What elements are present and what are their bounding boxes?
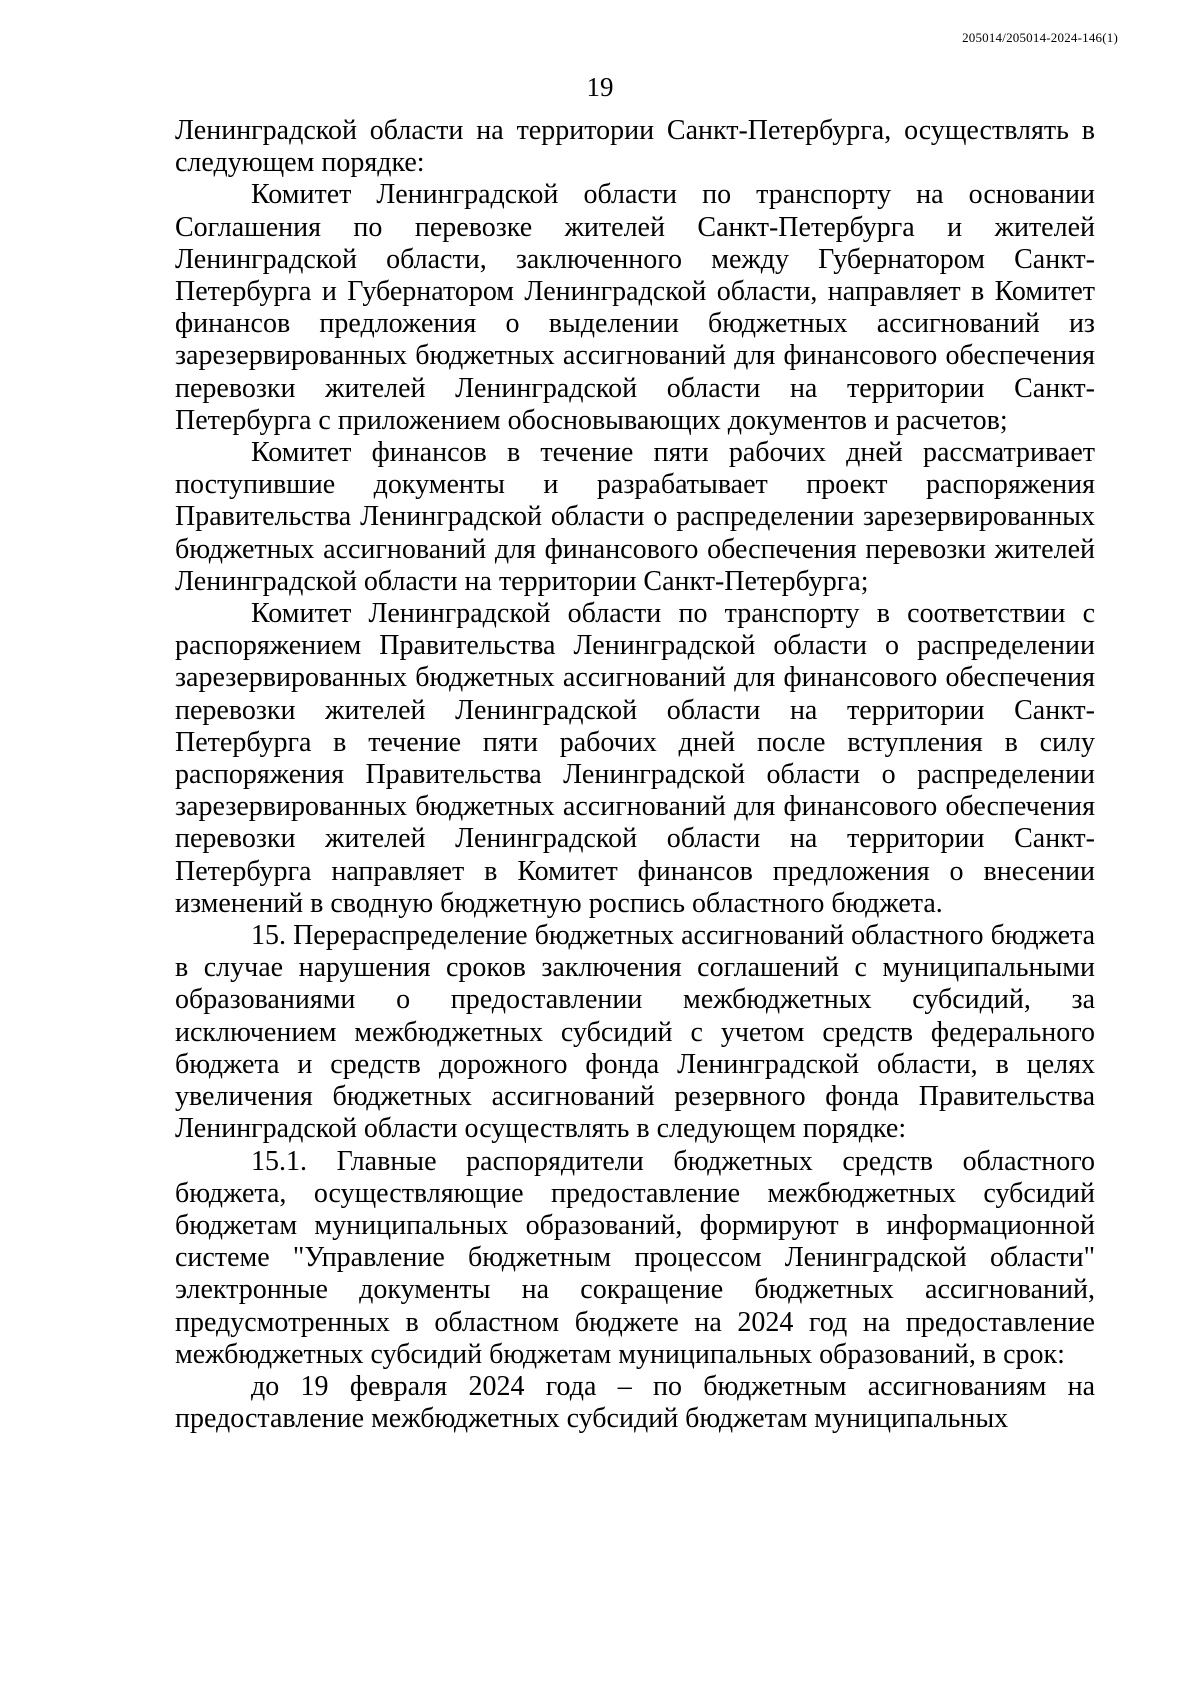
document-id: 205014/205014-2024-146(1) xyxy=(962,30,1118,45)
paragraph-transport-committee-proposal: Комитет Ленинградской области по транспорту на основании Соглашения по перевозке жителей Санкт-Петербурга и жителей Ленинградской области, заключенного между Губернатором Санкт-Петербурга и Губернатором Ленинградской области, направляет в Комитет финансов предложения о выделении бюджетных ассигнований из зарезервированных бюджетных ассигнований для финансового обеспечения перевозки жителей Ленинградской области на территории Санкт-Петербурга с приложением обосновывающих документов и расчетов; xyxy=(175,179,1095,436)
page-number: 19 xyxy=(586,72,614,102)
paragraph-finance-committee-review: Комитет финансов в течение пяти рабочих дней рассматривает поступившие документы и разрабатывает проект распоряжения Правительства Ленинградской области о распределении зарезервированных бюджетных ассигнований для финансового обеспечения перевозки жителей Ленинградской области на территории Санкт-Петербурга; xyxy=(175,437,1095,597)
paragraph-transport-committee-changes: Комитет Ленинградской области по транспорту в соответствии с распоряжением Правительства Ленинградской области о распределении зарезервированных бюджетных ассигнований для финансового обеспечения перевозки жителей Ленинградской области на территории Санкт-Петербурга в течение пяти рабочих дней после вступления в силу распоряжения Правительства Ленинградской области о распределении зарезервированных бюджетных ассигнований для финансового обеспечения перевозки жителей Ленинградской области на территории Санкт-Петербурга направляет в Комитет финансов предложения о внесении изменений в сводную бюджетную роспись областного бюджета. xyxy=(175,598,1095,919)
paragraph-section-15: 15. Перераспределение бюджетных ассигнований областного бюджета в случае нарушения сроков заключения соглашений с муниципальными образованиями о предоставлении межбюджетных субсидий, за исключением межбюджетных субсидий с учетом средств федерального бюджета и средств дорожного фонда Ленинградской области, в целях увеличения бюджетных ассигнований резервного фонда Правительства Ленинградской области осуществлять в следующем порядке: xyxy=(175,920,1095,1145)
paragraph-continuation: Ленинградской области на территории Санкт-Петербурга, осуществлять в следующем порядке: xyxy=(175,115,1095,179)
paragraph-section-15-1: 15.1. Главные распорядители бюджетных средств областного бюджета, осуществляющие предоставление межбюджетных субсидий бюджетам муниципальных образований, формируют в информационной системе "Управление бюджетным процессом Ленинградской области" электронные документы на сокращение бюджетных ассигнований, предусмотренных в областном бюджете на 2024 год на предоставление межбюджетных субсидий бюджетам муниципальных образований, в срок: xyxy=(175,1145,1095,1370)
document-body xyxy=(175,115,1095,1435)
paragraph-deadline: до 19 февраля 2024 года – по бюджетным ассигнованиям на предоставление межбюджетных субсидий бюджетам муниципальных xyxy=(175,1370,1095,1435)
